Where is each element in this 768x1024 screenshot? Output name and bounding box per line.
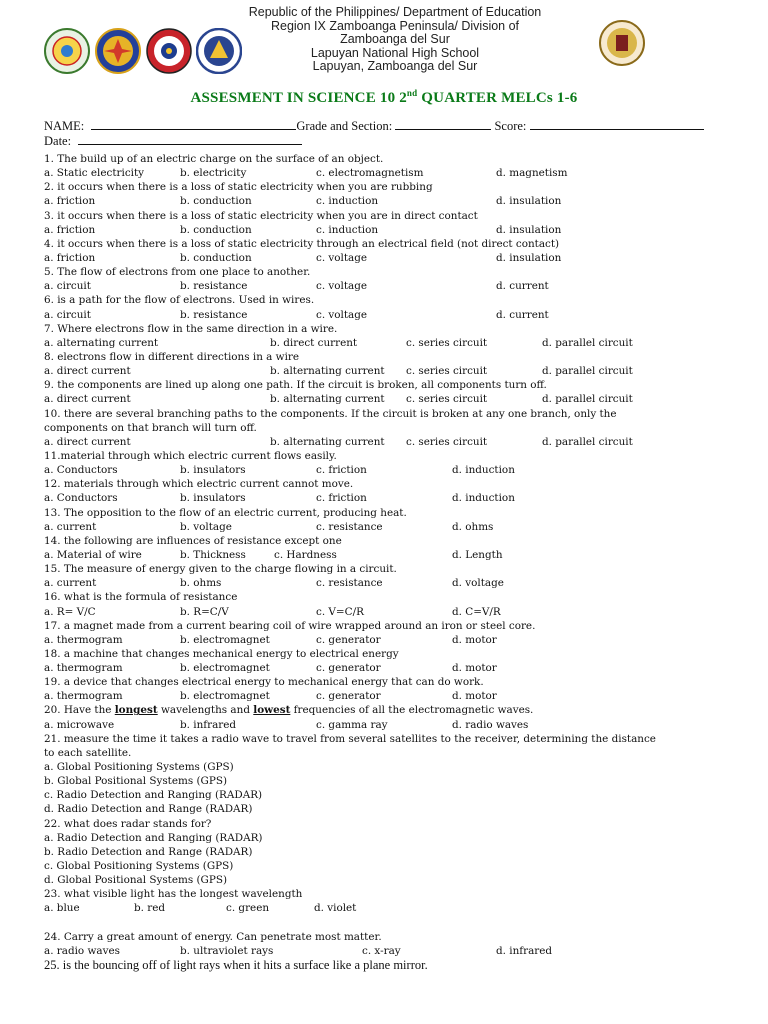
answer-option[interactable]: d. insulation <box>496 195 562 208</box>
answer-option[interactable]: a. blue <box>44 902 80 915</box>
answer-option[interactable]: b. insulators <box>180 464 246 477</box>
header-line: Zamboanga del Sur <box>340 32 450 47</box>
question-text: 25. is the bouncing off of light rays when it hits a surface like a plane mirror. <box>44 957 428 972</box>
question-text-part: 20. Have the <box>44 704 115 717</box>
answer-option[interactable]: d. induction <box>452 492 515 505</box>
answer-options-row <box>44 194 734 208</box>
answer-option[interactable]: c. generator <box>316 633 381 646</box>
question-text: 2. it occurs when there is a loss of static electricity when you are rubbing <box>44 181 433 194</box>
answer-option[interactable]: a. R= V/C <box>44 605 96 618</box>
answer-option[interactable]: a. thermogram <box>44 690 123 703</box>
grade-section-label: Grade and Section: <box>296 119 393 133</box>
title-rest: QUARTER MELCs 1-6 <box>417 90 578 106</box>
answer-option[interactable]: a. current <box>44 577 97 590</box>
question-text: 13. The opposition to the flow of an electric current, producing heat. <box>44 506 407 519</box>
answer-option[interactable]: a. thermogram <box>44 662 123 675</box>
deped-division-seal-logo <box>95 28 141 74</box>
answer-options-row <box>44 435 734 449</box>
question-text: 23. what visible light has the longest wavelength <box>44 888 303 901</box>
answer-option[interactable]: a. direct current <box>44 435 131 448</box>
question-text: 24. Carry a great amount of energy. Can penetrate most matter. <box>44 930 382 943</box>
question-text: 3. it occurs when there is a loss of static electricity when you are in direct contact <box>44 209 478 222</box>
question-text: 8. electrons flow in different directions in a wire <box>44 350 300 363</box>
question-text: 16. what is the formula of resistance <box>44 591 238 604</box>
answer-option[interactable]: b. electromagnet <box>180 662 270 675</box>
answer-option[interactable]: a. alternating current <box>44 336 159 349</box>
answer-option[interactable]: a. microwave <box>44 718 115 731</box>
answer-option[interactable]: a. radio waves <box>44 944 120 957</box>
answer-option[interactable]: c. electromagnetism <box>316 167 424 180</box>
answer-option[interactable]: d. C=V/R <box>452 605 501 618</box>
answer-option[interactable]: a. Global Positioning Systems (GPS) <box>44 761 234 774</box>
answer-option[interactable]: d. current <box>496 308 549 321</box>
date-field[interactable] <box>78 133 302 145</box>
answer-option[interactable]: c. Global Positioning Systems (GPS) <box>44 860 234 873</box>
answer-options-row <box>44 463 734 477</box>
name-field[interactable] <box>91 118 296 130</box>
question-text-continued: to each satellite. <box>44 746 132 759</box>
question-text: 19. a device that changes electrical energy to mechanical energy that can do work. <box>44 676 484 689</box>
answer-option[interactable]: d. current <box>496 280 549 293</box>
answer-option[interactable]: d. parallel circuit <box>542 393 633 406</box>
answer-option[interactable]: b. ultraviolet rays <box>180 944 274 957</box>
answer-options-row <box>44 718 734 732</box>
question-text-part: longest <box>114 704 158 717</box>
answer-option[interactable]: d. radio waves <box>452 718 529 731</box>
answer-option[interactable]: c. friction <box>316 492 367 505</box>
question-text: 12. materials through which electric current cannot move. <box>44 478 354 491</box>
answer-option[interactable]: c. x-ray <box>362 944 401 957</box>
answer-options-row <box>44 279 734 293</box>
question-text-continued: components on that branch will turn off. <box>44 421 257 434</box>
answer-option[interactable]: b. ohms <box>180 577 222 590</box>
answer-option[interactable]: b. infrared <box>180 718 237 731</box>
answer-option[interactable]: b. R=C/V <box>180 605 229 618</box>
answer-options-row <box>44 689 734 703</box>
answer-options-row <box>44 901 734 915</box>
answer-option[interactable]: a. Conductors <box>44 464 118 477</box>
answer-option[interactable]: b. electricity <box>180 167 247 180</box>
answer-option[interactable]: b. electromagnet <box>180 690 270 703</box>
answer-option[interactable]: b. electromagnet <box>180 633 270 646</box>
answer-option[interactable]: a. Radio Detection and Ranging (RADAR) <box>44 831 263 844</box>
document-title <box>0 88 768 107</box>
answer-option[interactable]: b. alternating current <box>270 393 385 406</box>
answer-option[interactable]: c. resistance <box>316 520 383 533</box>
question-text-part: wavelengths and <box>157 704 254 717</box>
header-line: Republic of the Philippines/ Department of Education <box>248 5 542 19</box>
student-info-fields <box>44 118 734 148</box>
answer-option[interactable]: c. series circuit <box>406 393 488 406</box>
answer-option[interactable]: b. Global Positional Systems (GPS) <box>44 775 228 788</box>
answer-option[interactable]: d. magnetism <box>496 167 568 180</box>
header-line: Lapuyan National High School <box>310 45 480 60</box>
answer-options-row <box>44 336 734 350</box>
answer-option[interactable]: d. motor <box>452 662 497 675</box>
answer-options-row <box>44 251 734 265</box>
answer-option[interactable]: c. generator <box>316 690 381 703</box>
date-label: Date: <box>44 134 72 148</box>
answer-option[interactable]: b. alternating current <box>270 435 385 448</box>
answer-option[interactable]: d. Length <box>452 548 503 561</box>
question-text: 4. it occurs when there is a loss of static electricity through an electrical field (not direct contact) <box>44 237 560 250</box>
answer-option[interactable]: a. friction <box>44 223 96 236</box>
question-text: 6. is a path for the flow of electrons. Used in wires. <box>44 294 315 307</box>
question-text <box>44 703 734 717</box>
answer-options-row <box>44 308 734 322</box>
answer-option[interactable]: b. Radio Detection and Range (RADAR) <box>44 845 253 858</box>
document-header <box>0 6 768 80</box>
question-text: 22. what does radar stands for? <box>44 817 212 830</box>
answer-option[interactable]: a. current <box>44 520 97 533</box>
answer-option[interactable]: c. friction <box>316 464 367 477</box>
answer-option[interactable]: c. series circuit <box>406 336 488 349</box>
answer-options-row <box>44 944 734 958</box>
header-line: Region IX Zamboanga Peninsula/ Division of <box>270 18 520 33</box>
answer-option[interactable]: c. induction <box>316 223 379 236</box>
answer-option[interactable]: d. Global Positional Systems (GPS) <box>44 874 228 887</box>
answer-options-row <box>44 392 734 406</box>
answer-options-row <box>44 605 734 619</box>
answer-options-row <box>44 633 734 647</box>
answer-option[interactable]: c. voltage <box>316 308 368 321</box>
answer-options-row <box>44 491 734 505</box>
question-text: 15. The measure of energy given to the charge flowing in a circuit. <box>44 563 397 576</box>
answer-option[interactable]: c. series circuit <box>406 435 488 448</box>
answer-option[interactable]: d. Radio Detection and Range (RADAR) <box>44 803 253 816</box>
question-text: 11.material through which electric current flows easily. <box>44 449 337 462</box>
question-text: 14. the following are influences of resistance except one <box>44 534 342 547</box>
answer-option[interactable]: b. conduction <box>180 195 252 208</box>
answer-option[interactable]: d. insulation <box>496 251 562 264</box>
answer-option[interactable]: a. friction <box>44 251 96 264</box>
answer-option[interactable]: c. Radio Detection and Ranging (RADAR) <box>44 789 263 802</box>
answer-option[interactable]: a. friction <box>44 195 96 208</box>
question-text: 9. the components are lined up along one path. If the circuit is broken, all components turn off. <box>44 379 547 392</box>
question-text: 10. there are several branching paths to the components. If the circuit is broken at any one branch, only the <box>44 407 617 420</box>
answer-option[interactable]: a. direct current <box>44 393 131 406</box>
school-seal-logo <box>44 28 90 74</box>
school-emblem-logo <box>599 20 645 66</box>
answer-option[interactable]: a. circuit <box>44 308 91 321</box>
header-line: Lapuyan, Zamboanga del Sur <box>312 59 478 74</box>
answer-option[interactable]: b. insulators <box>180 492 246 505</box>
region-seal-logo <box>146 28 192 74</box>
answer-option[interactable]: c. voltage <box>316 251 368 264</box>
answer-options-row <box>44 166 734 180</box>
question-list <box>44 152 734 972</box>
answer-option[interactable]: b. alternating current <box>270 365 385 378</box>
answer-option[interactable]: b. resistance <box>180 308 248 321</box>
answer-option[interactable]: a. thermogram <box>44 633 123 646</box>
answer-option[interactable]: b. conduction <box>180 223 252 236</box>
answer-option[interactable]: d. motor <box>452 690 497 703</box>
answer-option[interactable]: a. Static electricity <box>44 167 145 180</box>
answer-option[interactable]: d. insulation <box>496 223 562 236</box>
answer-option[interactable]: b. red <box>134 902 166 915</box>
blank-line <box>44 916 734 930</box>
question-text-part: frequencies of all the electromagnetic waves. <box>290 704 534 717</box>
answer-option[interactable]: d. induction <box>452 464 515 477</box>
question-text: 5. The flow of electrons from one place to another. <box>44 266 311 279</box>
answer-options-row <box>44 520 734 534</box>
answer-option[interactable]: d. violet <box>314 902 357 915</box>
answer-option[interactable]: a. circuit <box>44 280 91 293</box>
answer-option[interactable]: d. parallel circuit <box>542 365 633 378</box>
answer-option[interactable]: a. Material of wire <box>44 548 142 561</box>
question-text-part: lowest <box>253 704 291 717</box>
answer-option[interactable]: c. voltage <box>316 280 368 293</box>
answer-option[interactable]: b. direct current <box>270 336 358 349</box>
answer-option[interactable]: b. conduction <box>180 251 252 264</box>
question-text: 1. The build up of an electric charge on the surface of an object. <box>44 153 384 165</box>
answer-options-row <box>44 548 734 562</box>
question-text: 17. a magnet made from a current bearing coil of wire wrapped around an iron or steel core. <box>44 619 536 632</box>
answer-option[interactable]: c. generator <box>316 662 381 675</box>
answer-options-row <box>44 223 734 237</box>
answer-option[interactable]: c. gamma ray <box>316 718 388 731</box>
question-text: 18. a machine that changes mechanical energy to electrical energy <box>44 647 399 660</box>
answer-option[interactable]: d. ohms <box>452 520 494 533</box>
answer-option[interactable]: d. parallel circuit <box>542 336 633 349</box>
answer-option[interactable]: a. direct current <box>44 365 131 378</box>
title-superscript: nd <box>406 88 418 98</box>
answer-option[interactable]: d. parallel circuit <box>542 435 633 448</box>
question-text: 21. measure the time it takes a radio wave to travel from several satellites to the receiver, determining the distance <box>44 732 656 745</box>
answer-option[interactable]: d. infrared <box>496 944 553 957</box>
answer-option[interactable]: d. voltage <box>452 577 504 590</box>
answer-option[interactable]: c. induction <box>316 195 379 208</box>
answer-option[interactable]: b. resistance <box>180 280 248 293</box>
answer-option[interactable]: a. Conductors <box>44 492 118 505</box>
answer-option[interactable]: b. voltage <box>180 520 232 533</box>
title-main: ASSESMENT IN SCIENCE 10 2 <box>190 90 407 106</box>
answer-option[interactable]: c. series circuit <box>406 365 488 378</box>
answer-options-row <box>44 661 734 675</box>
answer-options-row <box>44 364 734 378</box>
score-field[interactable] <box>530 118 704 130</box>
score-label: Score: <box>494 119 527 133</box>
name-label: NAME: <box>44 119 85 133</box>
answer-option[interactable]: d. motor <box>452 633 497 646</box>
answer-option[interactable]: c. green <box>226 902 270 915</box>
grade-section-field[interactable] <box>395 118 491 130</box>
question-text: 7. Where electrons flow in the same direction in a wire. <box>44 322 338 335</box>
answer-option[interactable]: c. resistance <box>316 577 383 590</box>
answer-option[interactable]: c. Hardness <box>274 548 337 561</box>
answer-option[interactable]: c. V=C/R <box>316 605 364 618</box>
answer-options-row <box>44 576 734 590</box>
answer-option[interactable]: b. Thickness <box>180 548 246 561</box>
